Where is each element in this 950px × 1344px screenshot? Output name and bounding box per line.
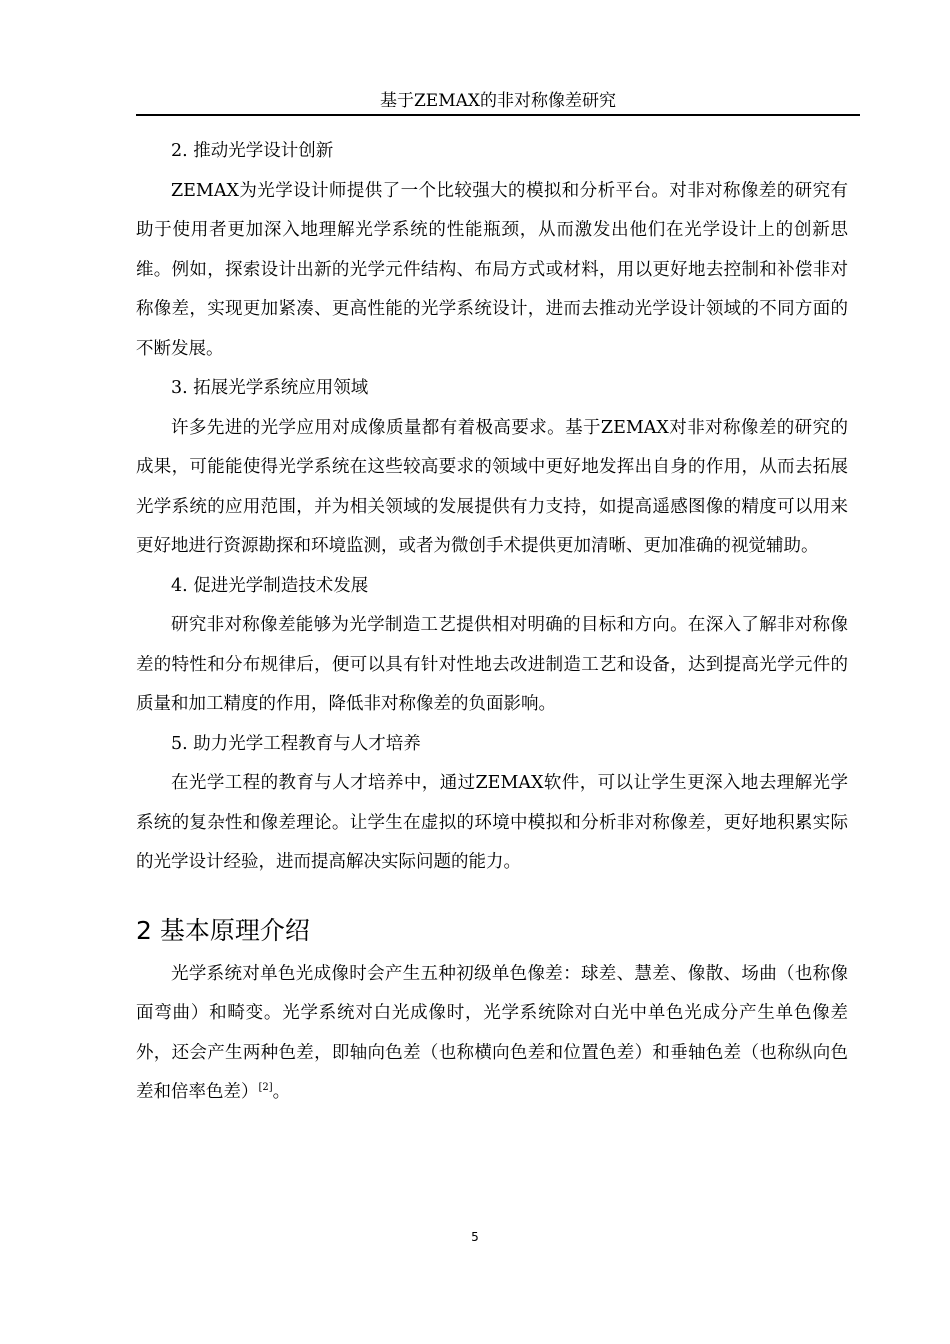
section-body-text: 光学系统对单色光成像时会产生五种初级单色像差：球差、慧差、像散、场曲（也称像面弯曲）和畸变。光学系统对白光成像时，光学系统除对白光中单色光成分产生单色像差外，还会产生两种色差，即轴向色差（也称横向色差和位置色差）和垂轴色差（也称纵向色差和倍率色差）	[136, 963, 848, 1102]
page-header-title: 基于ZEMAX的非对称像差研究	[379, 91, 616, 111]
item-body-3: 许多先进的光学应用对成像质量都有着极高要求。基于ZEMAX对非对称像差的研究的成果，可能能使得光学系统在这些较高要求的领域中更好地发挥出自身的作用，从而去拓展光学系统的应用范围，并为相关领域的发展提供有力支持，如提高遥感图像的精度可以用来更好地进行资源勘探和环境监测，或者为微创手术提供更加清晰、更加准确的视觉辅助。	[136, 417, 848, 556]
section-body	[136, 955, 848, 1113]
item-body-2: ZEMAX为光学设计师提供了一个比较强大的模拟和分析平台。对非对称像差的研究有助于使用者更加深入地理解光学系统的性能瓶颈，从而激发出他们在光学设计上的创新思维。例如，探索设计出新的光学元件结构、布局方式或材料，用以更好地去控制和补偿非对称像差，实现更加紧凑、更高性能的光学系统设计，进而去推动光学设计领域的不同方面的不断发展。	[136, 180, 848, 359]
header-rule	[136, 114, 860, 116]
page-number: 5	[471, 1230, 479, 1244]
section-title: 2 基本原理介绍	[136, 915, 310, 945]
item-heading-5: 5. 助力光学工程教育与人才培养	[171, 733, 421, 754]
item-body-5: 在光学工程的教育与人才培养中，通过ZEMAX软件，可以让学生更深入地去理解光学系统的复杂性和像差理论。让学生在虚拟的环境中模拟和分析非对称像差，更好地积累实际的光学设计经验，进而提高解决实际问题的能力。	[136, 773, 848, 872]
item-heading-3: 3. 拓展光学系统应用领域	[171, 378, 369, 398]
citation-ref[interactable]: [2]	[258, 1082, 273, 1093]
item-body-4: 研究非对称像差能够为光学制造工艺提供相对明确的目标和方向。在深入了解非对称像差的特性和分布规律后，便可以具有针对性地去改进制造工艺和设备，达到提高光学元件的质量和加工精度的作用，降低非对称像差的负面影响。	[136, 615, 848, 714]
page-body	[136, 132, 848, 1113]
item-heading-2: 2. 推动光学设计创新	[171, 141, 334, 161]
item-heading-4: 4. 促进光学制造技术发展	[171, 575, 369, 596]
section-body-end: 。	[272, 1082, 291, 1102]
